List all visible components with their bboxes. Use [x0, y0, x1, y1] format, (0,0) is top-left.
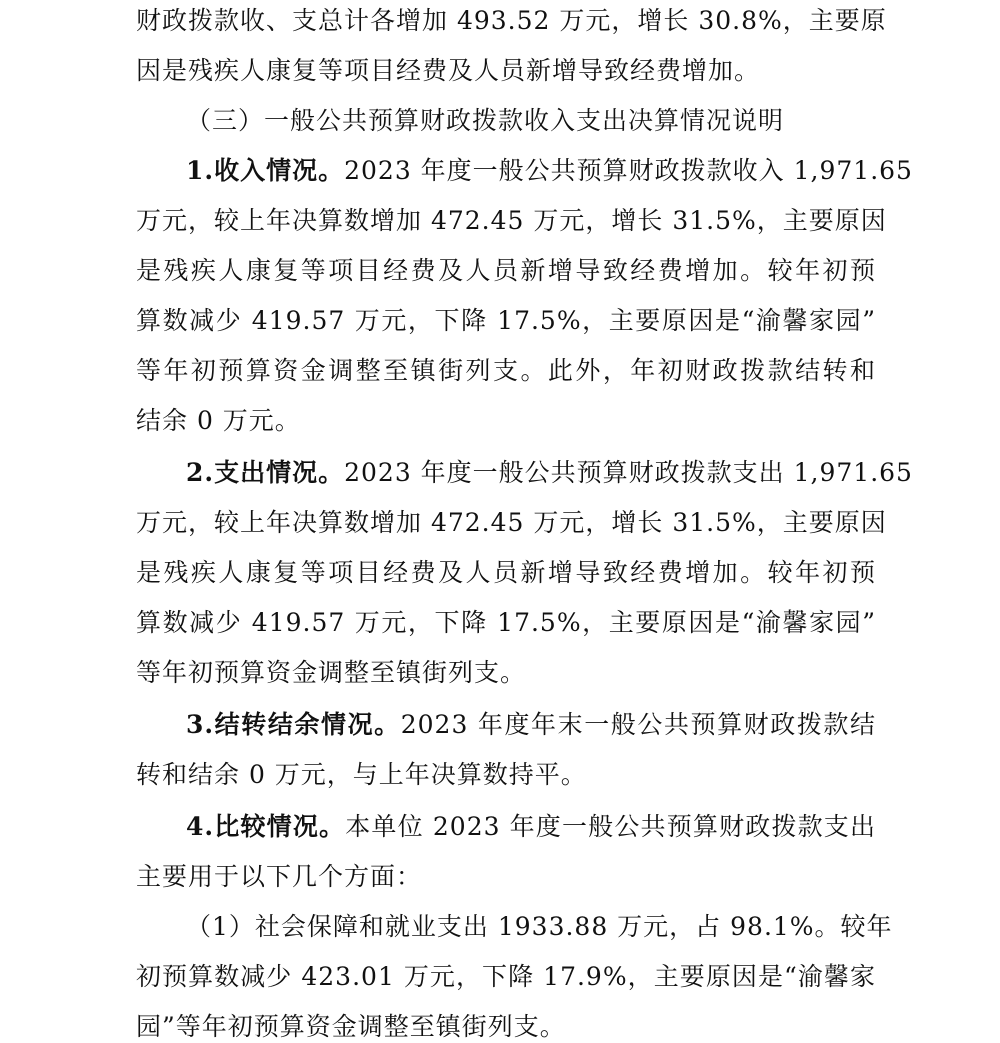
paragraph-line: 是残疾人康复等项目经费及人员新增导致经费增加。较年初预 [136, 558, 876, 587]
paragraph-text: 2023 年度年末一般公共预算财政拨款结 [400, 710, 876, 739]
paragraph-line: 等年初预算资金调整至镇街列支。 [136, 658, 527, 687]
paragraph-line: 万元，较上年决算数增加 472.45 万元，增长 31.5%，主要原因 [136, 206, 887, 235]
subheading-comparison: 4.比较情况。 [186, 812, 346, 841]
paragraph-line: 财政拨款收、支总计各增加 493.52 万元，增长 30.8%，主要原 [136, 6, 887, 35]
paragraph-line [186, 458, 913, 488]
paragraph-line: 主要用于以下几个方面： [136, 862, 423, 891]
paragraph-line: 转和结余 0 万元，与上年决算数持平。 [136, 760, 587, 789]
paragraph-line: 算数减少 419.57 万元，下降 17.5%，主要原因是“渝馨家园” [136, 608, 876, 637]
paragraph-line: 因是残疾人康复等项目经费及人员新增导致经费增加。 [136, 56, 761, 85]
paragraph-line: 算数减少 419.57 万元，下降 17.5%，主要原因是“渝馨家园” [136, 306, 876, 335]
paragraph-line: 园”等年初预算资金调整至镇街列支。 [136, 1012, 566, 1041]
paragraph-text: 2023 年度一般公共预算财政拨款支出 1,971.65 [344, 458, 913, 487]
paragraph-line [186, 156, 913, 186]
paragraph-line [186, 710, 876, 740]
subheading-carryover: 3.结转结余情况。 [186, 710, 401, 739]
paragraph-line: 等年初预算资金调整至镇街列支。此外，年初财政拨款结转和 [136, 356, 876, 385]
paragraph-line: （1）社会保障和就业支出 1933.88 万元，占 98.1%。较年 [186, 912, 893, 941]
paragraph-line [186, 812, 876, 842]
section-heading: （三）一般公共预算财政拨款收入支出决算情况说明 [186, 106, 785, 135]
paragraph-line: 是残疾人康复等项目经费及人员新增导致经费增加。较年初预 [136, 256, 876, 285]
paragraph-line: 万元，较上年决算数增加 472.45 万元，增长 31.5%，主要原因 [136, 508, 887, 537]
subheading-income: 1.收入情况。 [186, 156, 345, 185]
paragraph-line: 初预算数减少 423.01 万元，下降 17.9%，主要原因是“渝馨家 [136, 962, 876, 991]
paragraph-line: 结余 0 万元。 [136, 406, 301, 435]
subheading-expenditure: 2.支出情况。 [186, 458, 345, 487]
paragraph-text: 2023 年度一般公共预算财政拨款收入 1,971.65 [344, 156, 913, 185]
paragraph-text: 本单位 2023 年度一般公共预算财政拨款支出 [345, 812, 876, 841]
